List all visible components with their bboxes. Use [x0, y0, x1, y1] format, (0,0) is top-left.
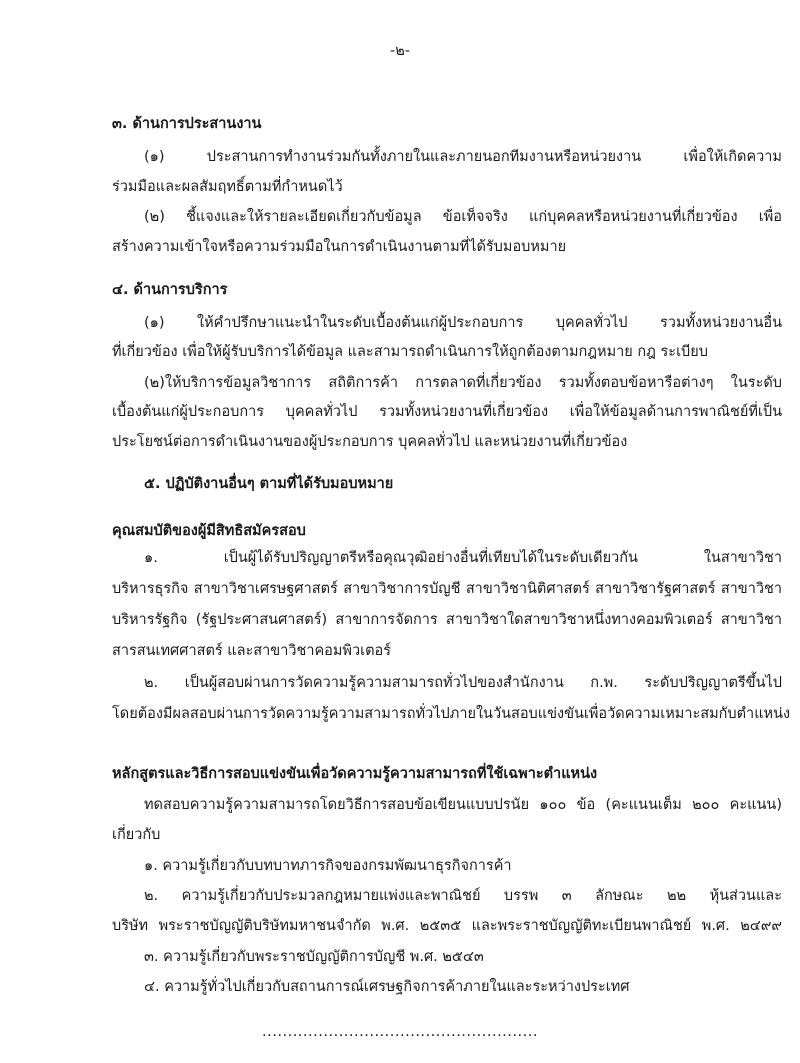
qualifications-item-2-line-1: ๒. เป็นผู้สอบผ่านการวัดความรู้ความสามารถทั่วไปของสำนักงาน ก.พ. ระดับปริญญาตรีขึ้นไป [144, 675, 782, 691]
qualifications-item-1-line-3: บริหารรัฐกิจ (รัฐประศาสนศาสตร์) สาขาการจัดการ สาขาวิชาใดสาขาวิชาหนึ่งทางคอมพิวเตอร์ สาขาวิชา [112, 612, 782, 628]
curriculum-item-4: ๔. ความรู้ทั่วไปเกี่ยวกับสถานการณ์เศรษฐกิจการค้าภายในและระหว่างประเทศ [144, 979, 630, 995]
page-number: -๒- [389, 43, 411, 59]
qualifications-item-2-line-2: โดยต้องมีผลสอบผ่านการวัดความรู้ความสามารถทั่วไปภายในวันสอบแข่งขันเพื่อวัดความเหมาะสมกับตำแหน่ง [112, 706, 791, 722]
qualifications-heading: คุณสมบัติของผู้มีสิทธิสมัครสอบ [112, 523, 306, 539]
curriculum-item-2-line-2: บริษัท พระราชบัญญัติบริษัทมหาชนจำกัด พ.ศ. ๒๕๓๕ และพระราชบัญญัติทะเบียนพาณิชย์ พ.ศ. ๒๔๙๙ [112, 918, 782, 934]
section-4-item-1-line-1: (๑) ให้คำปรึกษาแนะนำในระดับเบื้องต้นแก่ผู้ประกอบการ บุคคลทั่วไป รวมทั้งหน่วยงานอื่น [144, 315, 782, 331]
curriculum-heading: หลักสูตรและวิธีการสอบแข่งขันเพื่อวัดความรู้ความสามารถที่ใช้เฉพาะตำแหน่ง [112, 766, 598, 782]
section-4-item-2-line-1: (๒)ให้บริการข้อมูลวิชาการ สถิติการค้า การตลาดที่เกี่ยวข้อง รวมทั้งตอบข้อหารือต่างๆ ในระดับ [144, 375, 782, 391]
curriculum-item-2-line-1: ๒. ความรู้เกี่ยวกับประมวลกฎหมายแพ่งและพาณิชย์ บรรพ ๓ ลักษณะ ๒๒ หุ้นส่วนและ [144, 888, 782, 904]
section-4-item-2-line-2: เบื้องต้นแก่ผู้ประกอบการ บุคคลทั่วไป รวมทั้งหน่วยงานที่เกี่ยวข้อง เพื่อให้ข้อมูลด้านการพาณิชย์ที่เป็น [112, 404, 782, 420]
curriculum-intro-line-1: ทดสอบความรู้ความสามารถโดยวิธีการสอบข้อเขียนแบบปรนัย ๑๐๐ ข้อ (คะแนนเต็ม ๒๐๐ คะแนน) [144, 797, 782, 813]
section-5-heading: ๕. ปฏิบัติงานอื่นๆ ตามที่ได้รับมอบหมาย [144, 476, 394, 492]
section-3-heading: ๓. ด้านการประสานงาน [112, 116, 262, 132]
section-4-item-2-line-3: ประโยชน์ต่อการดำเนินงานของผู้ประกอบการ บุคคลทั่วไป และหน่วยงานที่เกี่ยวข้อง [112, 434, 628, 450]
qualifications-item-1-line-4: สารสนเทศศาสตร์ และสาขาวิชาคอมพิวเตอร์ [112, 643, 391, 659]
section-4-heading: ๔. ด้านการบริการ [112, 282, 228, 298]
qualifications-item-1-line-2: บริหารธุรกิจ สาขาวิชาเศรษฐศาสตร์ สาขาวิชาการบัญชี สาขาวิชานิติศาสตร์ สาขาวิชารัฐศาสตร์ สาขาวิชา [112, 581, 782, 597]
footer-dotted-line: ...................................................... [262, 1024, 538, 1040]
section-4-item-1-line-2: ที่เกี่ยวข้อง เพื่อให้ผู้รับบริการได้ข้อมูล และสามารถดำเนินการให้ถูกต้องตามกฎหมาย กฎ ระเบียบ [112, 344, 708, 360]
section-3-item-2-line-2: สร้างความเข้าใจหรือความร่วมมือในการดำเนินงานตามที่ได้รับมอบหมาย [112, 239, 567, 255]
curriculum-item-1: ๑. ความรู้เกี่ยวกับบทบาทภารกิจของกรมพัฒนาธุรกิจการค้า [144, 858, 512, 874]
qualifications-item-1-line-1: ๑. เป็นผู้ได้รับปริญญาตรีหรือคุณวุฒิอย่างอื่นที่เทียบได้ในระดับเดียวกัน ในสาขาวิชา [144, 550, 782, 566]
curriculum-item-3: ๓. ความรู้เกี่ยวกับพระราชบัญญัติการบัญชี พ.ศ. ๒๕๔๓ [144, 949, 484, 965]
section-3-item-2-line-1: (๒) ชี้แจงและให้รายละเอียดเกี่ยวกับข้อมูล ข้อเท็จจริง แก่บุคคลหรือหน่วยงานที่เกี่ยวข้อง เพื่อ [144, 209, 782, 225]
section-3-item-1-line-1: (๑) ประสานการทำงานร่วมกันทั้งภายในและภายนอกทีมงานหรือหน่วยงาน เพื่อให้เกิดความ [144, 149, 782, 165]
curriculum-intro-line-2: เกี่ยวกับ [112, 827, 161, 843]
section-3-item-1-line-2: ร่วมมือและผลสัมฤทธิ์ตามที่กำหนดไว้ [112, 179, 343, 195]
